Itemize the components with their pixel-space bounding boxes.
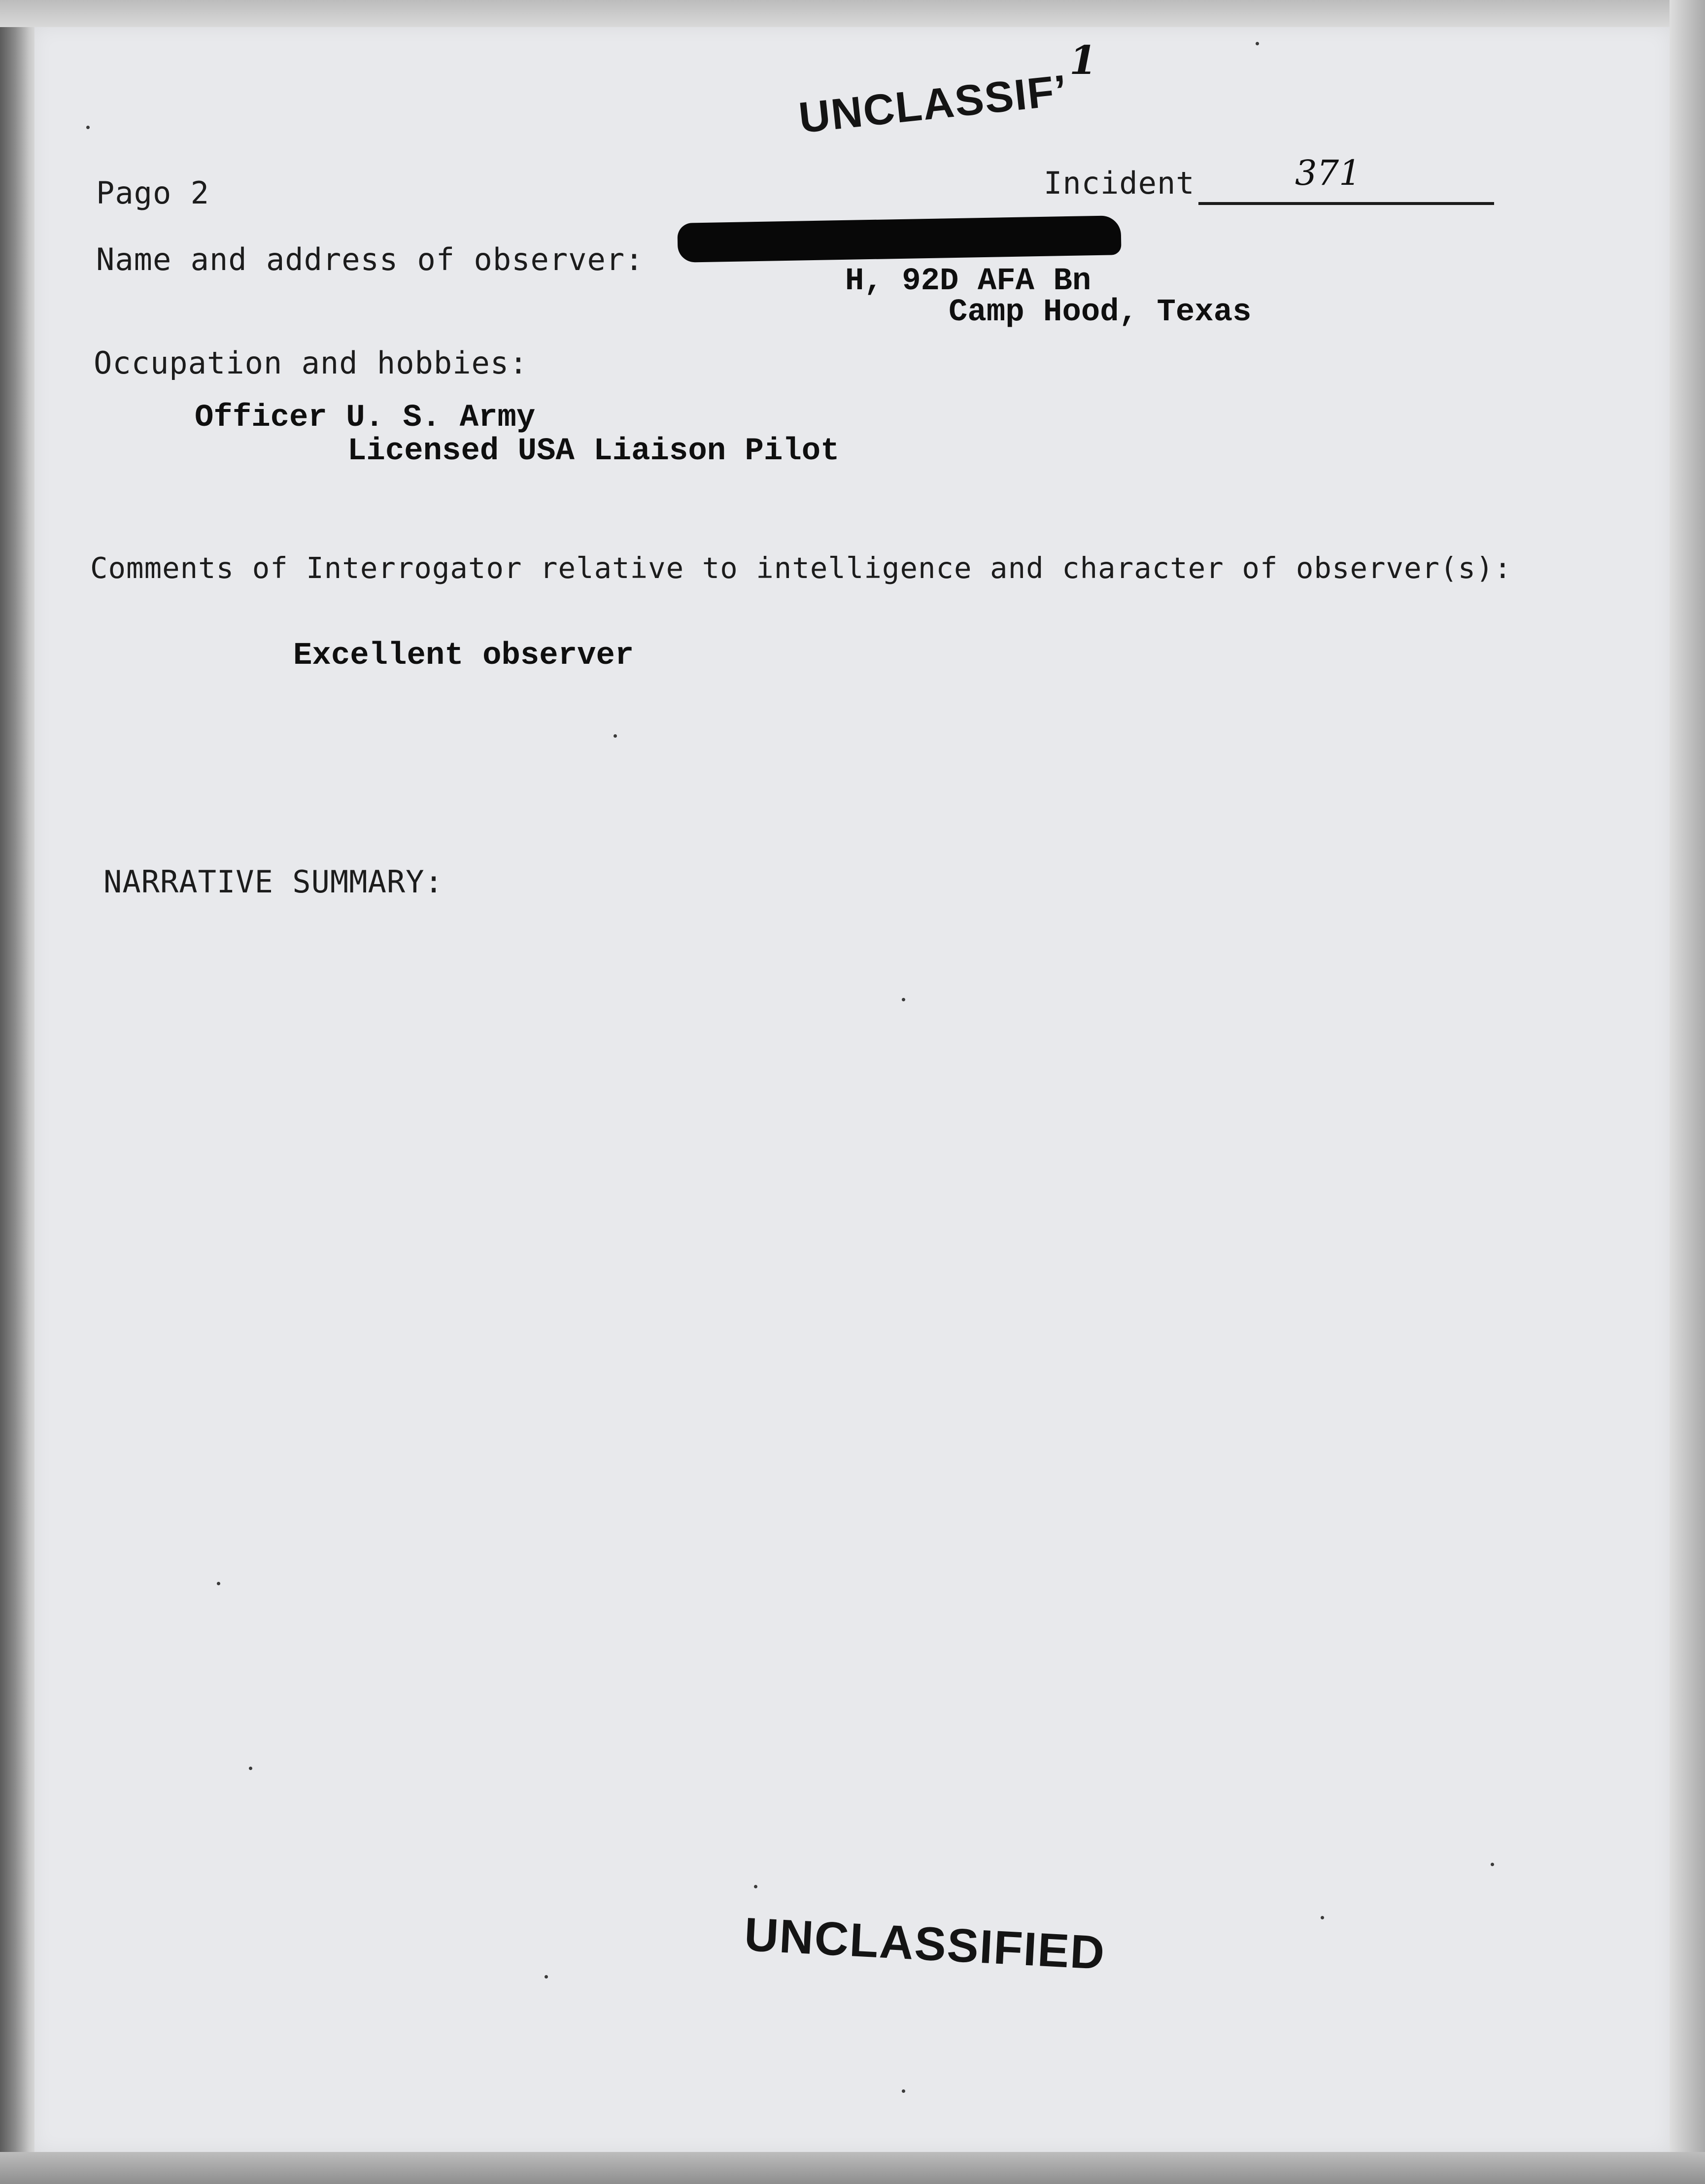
scan-speck [86, 126, 90, 129]
redaction-bar [677, 215, 1121, 263]
handwritten-mark: 1 [1069, 37, 1097, 83]
occupation-line1: Officer U. S. Army [195, 400, 536, 436]
incident-underline [1198, 202, 1494, 205]
scan-speck [1321, 1916, 1324, 1919]
scan-speck [545, 1975, 548, 1979]
scan-speck [902, 2089, 905, 2093]
observer-name-address-label: Name and address of observer: [96, 241, 644, 277]
scan-speck [217, 1582, 220, 1585]
incident-label: Incident [1044, 165, 1195, 201]
scan-speck [1256, 42, 1259, 45]
page-number: Pago 2 [96, 175, 209, 211]
scan-speck [902, 998, 905, 1001]
comments-value: Excellent observer [293, 638, 634, 674]
scan-right-edge [1670, 0, 1705, 2184]
occupation-line2: Licensed USA Liaison Pilot [347, 434, 840, 469]
occupation-label: Occupation and hobbies: [94, 345, 528, 381]
top-classification-stamp: UNCLASSIF’ [796, 65, 1070, 142]
scan-speck [1491, 1863, 1494, 1866]
comments-label: Comments of Interrogator relative to intelligence and character of observer(s): [90, 551, 1512, 585]
scan-speck [754, 1885, 757, 1888]
observer-address-line2: Camp Hood, Texas [949, 295, 1252, 330]
scan-speck [249, 1767, 252, 1770]
narrative-summary-label: NARRATIVE SUMMARY: [103, 864, 443, 900]
observer-address-line1: H, 92D AFA Bn [845, 264, 1091, 299]
scan-bottom-edge [0, 2152, 1705, 2184]
incident-number: 371 [1295, 153, 1361, 193]
bottom-classification-stamp: UNCLASSIFIED [743, 1908, 1107, 1980]
scan-top-edge [0, 0, 1705, 27]
scan-speck [614, 734, 617, 738]
